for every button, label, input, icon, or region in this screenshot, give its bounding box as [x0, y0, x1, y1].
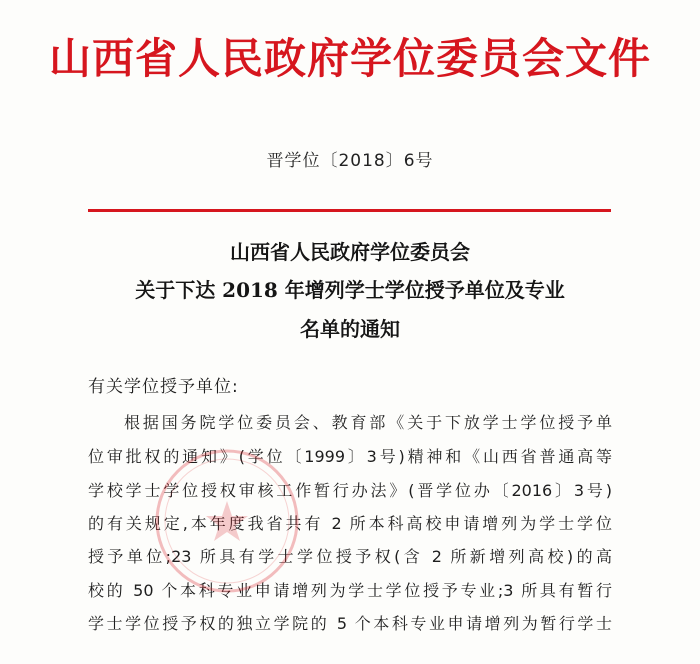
body-line: 学校学士学位授权审核工作暂行办法》(晋学位办〔2016〕3号) [88, 481, 612, 500]
red-divider [88, 209, 611, 212]
body-line: 授予单位;23 所具有学士学位授予权(含 2 所新增列高校)的高 [88, 547, 612, 566]
document-title-line-3: 名单的通知 [300, 317, 400, 341]
issuer-header: 山西省人民政府学位委员会文件 [48, 34, 651, 83]
document-title-line-1: 山西省人民政府学位委员会 [230, 240, 470, 264]
body-line: 学士学位授予权的独立学院的 5 个本科专业申请增列为暂行学士 [88, 614, 612, 633]
document-title-line-2: 关于下达 2018 年增列学士学位授予单位及专业 [135, 278, 565, 302]
salutation: 有关学位授予单位: [88, 377, 239, 397]
document-number: 晋学位〔2018〕6号 [266, 151, 434, 171]
body-line: 的有关规定,本年度我省共有 2 所本科高校申请增列为学士学位 [88, 514, 612, 533]
body-line: 位审批权的通知》(学位〔1999〕3号)精神和《山西省普通高等 [88, 447, 612, 466]
body-line: 校的 50 个本科专业申请增列为学士学位授予专业;3 所具有暂行 [88, 581, 612, 600]
body-line: 根据国务院学位委员会、教育部《关于下放学士学位授予单 [124, 413, 612, 432]
